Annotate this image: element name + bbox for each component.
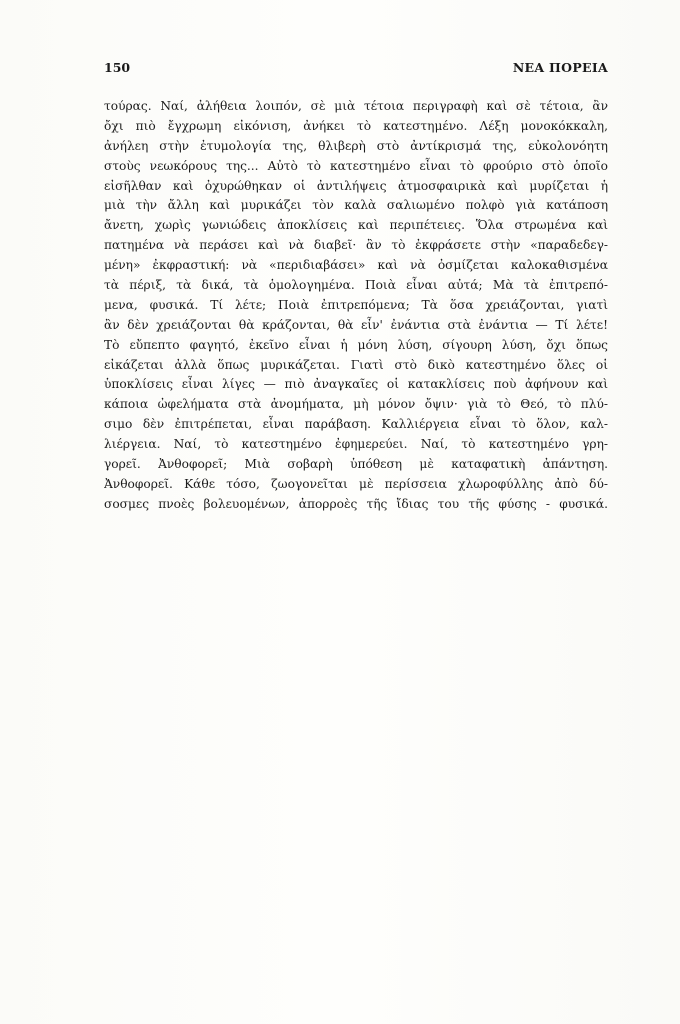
text-line: μενα, φυσικά. Τί λέτε; Ποιὰ ἐπιτρεπόμενα; Τὰ ὅσα χρειάζονται, γιατὶ <box>104 297 608 312</box>
text-line: σιμο δὲν ἐπιτρέπεται, εἶναι παράβαση. Καλλιέργεια εἶναι τὸ ὅλον, καλ- <box>104 417 608 432</box>
text-line: τούρας. Ναί, ἀλήθεια λοιπόν, σὲ μιὰ τέτοια περιγραφὴ καὶ σὲ τέτοια, ἂν <box>104 99 608 113</box>
text-line: Τὸ εὔπεπτο φαγητό, ἐκεῖνο εἶναι ἡ μόνη λύση, σίγουρη λύση, ὄχι ὅπως <box>104 337 608 352</box>
text-line: τὰ πέριξ, τὰ δικά, τὰ ὁμολογημένα. Ποιὰ εἶναι αὐτά; Μὰ τὰ ἐπιτρεπό- <box>104 278 608 293</box>
text-line: Ἀνθοφορεῖ. Κάθε τόσο, ζωογονεῖται μὲ περίσσεια χλωροφύλλης ἀπὸ δύ- <box>104 476 608 491</box>
text-line: ὄχι πιὸ ἔγχρωμη εἰκόνιση, ἀνήκει τὸ κατεστημένο. Λέξη μονοκόκκαλη, <box>104 118 608 133</box>
text-line: ἀνήλεη στὴν ἐτυμολογία της, θλιβερὴ στὸ ἀντίκρισμά της, εὐκολονόητη <box>104 138 608 153</box>
text-line: εἰκάζεται ἀλλὰ ὅπως μυρικάζεται. Γιατὶ στὸ δικὸ κατεστημένο ὅλες οἱ <box>104 357 608 372</box>
text-line: στοὺς νεωκόρους της... Αὐτὸ τὸ κατεστημένο εἶναι τὸ φρούριο στὸ ὁποῖο <box>104 158 608 173</box>
text-line: εἰσῆλθαν καὶ ὀχυρώθηκαν οἱ ἀντιλήψεις ἀτμοσφαιρικὰ καὶ μυρίζεται ἡ <box>104 178 608 193</box>
text-line: μιὰ τὴν ἄλλη καὶ μυρικάζει τὸν καλὰ σαλιωμένο πολφὸ γιὰ κατάποση <box>104 198 608 213</box>
page-number: 150 <box>104 60 131 75</box>
text-line: γορεῖ. Ἀνθοφορεῖ; Μιὰ σοβαρὴ ὑπόθεση μὲ καταφατικὴ ἀπάντηση. <box>104 457 608 472</box>
text-line: λιέργεια. Ναί, τὸ κατεστημένο ἐφημερεύει. Ναί, τὸ κατεστημένο γρη- <box>104 437 608 452</box>
text-line: κάποια ὠφελήματα στὰ ἀνομήματα, μὴ μόνον ὄψιν· γιὰ τὸ Θεό, τὸ πλύ- <box>104 397 608 412</box>
text-line: σοσμες πνοὲς βολευομένων, ἀπορροὲς τῆς ἴδιας του τῆς φύσης - φυσικά. <box>104 496 608 511</box>
body-text <box>104 97 608 515</box>
running-title: ΝΕΑ ΠΟΡΕΙΑ <box>512 60 608 75</box>
text-line: ὑποκλίσεις εἶναι λίγες — πιὸ ἀναγκαῖες οἱ κατακλίσεις ποὺ ἀφήνουν καὶ <box>104 377 608 392</box>
text-line: ἄνετη, χωρὶς γωνιώδεις ἀποκλίσεις καὶ περιπέτειες. Ὅλα στρωμένα καὶ <box>104 218 608 233</box>
page-header <box>104 60 608 82</box>
text-line: μένη» ἐκφραστική: νὰ «περιδιαβάσει» καὶ νὰ ὀσμίζεται καλοκαθισμένα <box>104 258 608 273</box>
text-line: ἂν δὲν χρειάζονται θὰ κράζονται, θὰ εἶν' ἐνάντια στὰ ἐνάντια — Τί λέτε! <box>104 317 608 332</box>
text-line: πατημένα νὰ περάσει καὶ νὰ διαβεῖ· ἂν τὸ ἐκφράσετε στὴν «παραδεδεγ- <box>104 238 608 253</box>
